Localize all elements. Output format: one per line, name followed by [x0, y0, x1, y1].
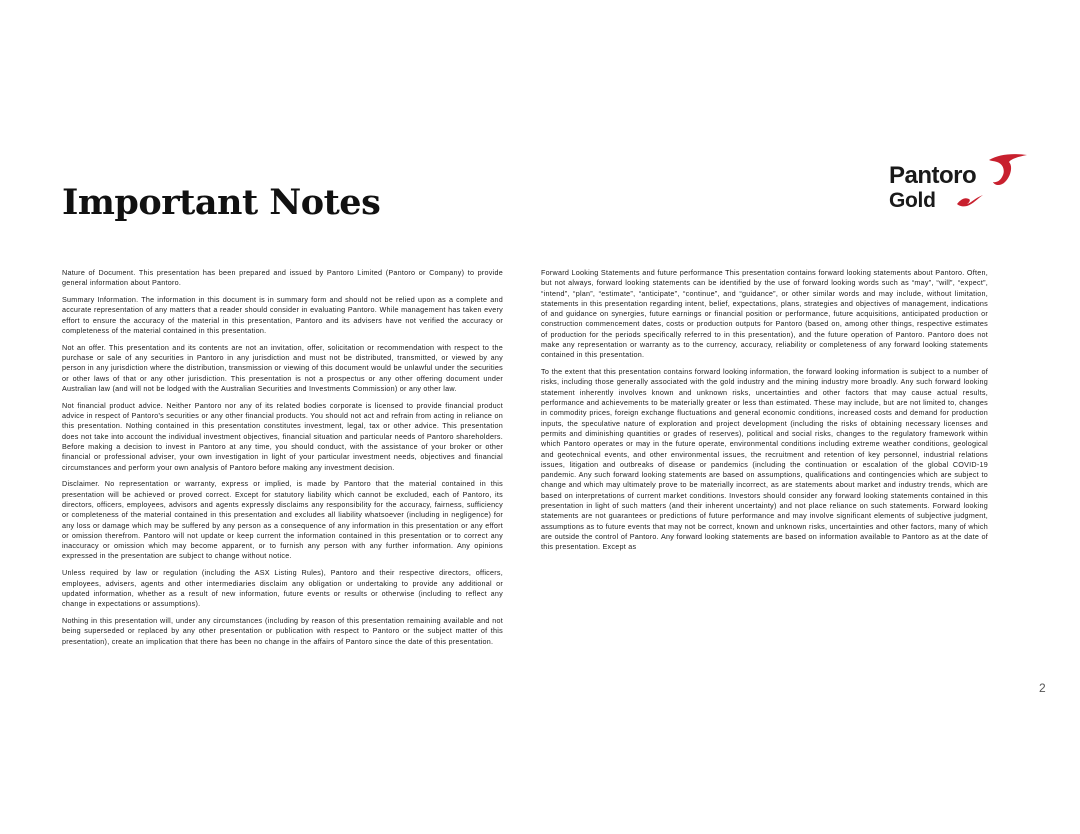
company-logo	[889, 152, 1034, 212]
paragraph-not-an-offer: Not an offer. This presentation and its contents are not an invitation, offer, solicitation or recommendation with respect to the purchase or sale of any securities in Pantoro in any jurisdiction and must not be distributed, transmitted, or viewed by any person in any jurisdiction where the distribution, transmission or viewing of this document would be unlawful under the securities or other laws of that or any other jurisdiction. This presentation is not a prospectus or any other offering document under Australian law (and will not be lodged with the Australian Securities and Investments Commission) or any other law.	[62, 342, 503, 393]
paragraph-summary-information: Summary Information. The information in this document is in summary form and should not be relied upon as a complete and accurate representation of any matters that a reader should consider in evaluating Pantoro. While management has taken every effort to ensure the accuracy of the material in this presentation, Pantoro and its advisers have not verified the accuracy or completeness of the material contained in this presentation.	[62, 295, 503, 335]
bird-icon	[987, 152, 1029, 190]
paragraph-forward-looking-risks: To the extent that this presentation contains forward looking information, the forward looking information is subject to a number of risks, including those generally associated with the gold industry and the mining industry more broadly. Any such forward looking statement inherently involves known and unknown risks, uncertainties and other factors that may cause actual results, performance and achievements to be materially greater or less than estimated. These may include, but are not limited to, changes in commodity prices, foreign exchange fluctuations and general economic conditions, increased costs and demand for production inputs, the speculative nature of exploration and project development (including the risks of obtaining necessary licenses and permits and diminishing quantities or grades of reserves), political and social risks, changes to the regulatory framework within which Pantoro operates or may in the future operate, environmental conditions including extreme weather conditions, geological and geotechnical events, and other environmental issues, the recruitment and retention of key personnel, industrial relations issues, litigation and outbreaks of disease or pandemics (including the continuation or escalation of the global COVID-19 pandemic. Any such forward looking statements are based on assumptions, qualifications and contingencies which are subject to change and which may ultimately prove to be materially incorrect, as are statements about market and industry trends, which are based on interpretations of current market conditions. Investors should consider any forward looking statements contained in this presentation in light of such matters (and their inherent uncertainty) and not place reliance on such statements. Forward looking statements are not guarantees or predictions of future performance and may involve significant elements of subjective judgment, assumptions as to future events that may not be correct, known and unknown risks, uncertainties and other factors, many of which are outside the control of Pantoro. Any forward looking statements are based on information available to Pantoro as at the date of this presentation. Except as	[541, 367, 988, 552]
paragraph-no-obligation: Unless required by law or regulation (including the ASX Listing Rules), Pantoro and their respective directors, officers, employees, advisers, agents and other intermediaries disclaim any obligation or undertaking to provide any additional or updated information, whether as a result of new information, future events or results or otherwise (including to reflect any change in expectations or assumptions).	[62, 568, 503, 609]
paragraph-not-financial-advice: Not financial product advice. Neither Pantoro nor any of its related bodies corporate is licensed to provide financial product advice in respect of Pantoro's securities or any other financial products. You should not act and refrain from acting in reliance on this presentation. Nothing contained in this presentation constitutes investment, legal, tax or other advice. This presentation does not take into account the individual investment objectives, financial situation and particular needs of Pantoro shareholders. Before making a decision to invest in Pantoro at any time, you should conduct, with the assistance of your broker or other financial or professional adviser, your own investigation in light of your particular investment needs, objectives and financial circumstances and perform your own analysis of Pantoro before making any investment decision.	[62, 400, 503, 472]
logo-name: Pantoro	[889, 162, 977, 189]
paragraph-disclaimer: Disclaimer. No representation or warranty, express or implied, is made by Pantoro that the material contained in this presentation will be achieved or proved correct. Except for statutory liability which cannot be excluded, each of Pantoro, its directors, officers, employees, advisors and agents expressly disclaims any responsibility for the accuracy, fairness, sufficiency or completeness of the material contained in this presentation and excludes all liability whatsoever (including in negligence) for any loss or damage which may be suffered by any person as a consequence of any information in this presentation or any effort or omission therefrom. Pantoro will not update or keep current the information contained in this presentation or to correct any inaccuracy or omission which may become apparent, or to furnish any person with any further information. Any opinions expressed in the presentation are subject to change without notice.	[62, 479, 503, 561]
paragraph-nature-of-document: Nature of Document. This presentation has been prepared and issued by Pantoro Limited (Pantoro or Company) to provide general information about Pantoro.	[62, 268, 503, 288]
paragraph-no-change: Nothing in this presentation will, under any circumstances (including by reason of this presentation remaining available and not being superseded or replaced by any other presentation or publication with respect to Pantoro or the subject matter of this presentation), create an implication that there has been no change in the affairs of Pantoro since the date of this presentation.	[62, 615, 503, 646]
page-title: Important Notes	[62, 182, 381, 223]
logo-subtitle: Gold	[889, 189, 936, 212]
page-number: 2	[1039, 681, 1046, 695]
left-column	[62, 268, 503, 653]
swoosh-icon	[955, 192, 985, 208]
right-column	[541, 268, 988, 559]
paragraph-forward-looking: Forward Looking Statements and future performance This presentation contains forward looking statements about Pantoro. Often, but not always, forward looking statements can be identified by the use of forward looking words such as “may”, “will”, “expect”, “intend”, “plan”, “estimate”, “anticipate”, “continue”, and “guidance”, or other similar words and may include, without limitation, statements in this presentation regarding intent, belief, expectations, plans, strategies and objectives of management, indications of and guidance on synergies, future earnings or financial position or performance, future acquisitions, anticipated production or construction commencement dates, costs or production outputs for Pantoro (based on, among other things, respective estimates of production for the periods specifically referred to in this presentation), and the future operation of Pantoro. Pantoro does not make any representation or warranty as to the currency, accuracy, reliability or completeness of any forward looking statements contained in this presentation.	[541, 268, 988, 360]
